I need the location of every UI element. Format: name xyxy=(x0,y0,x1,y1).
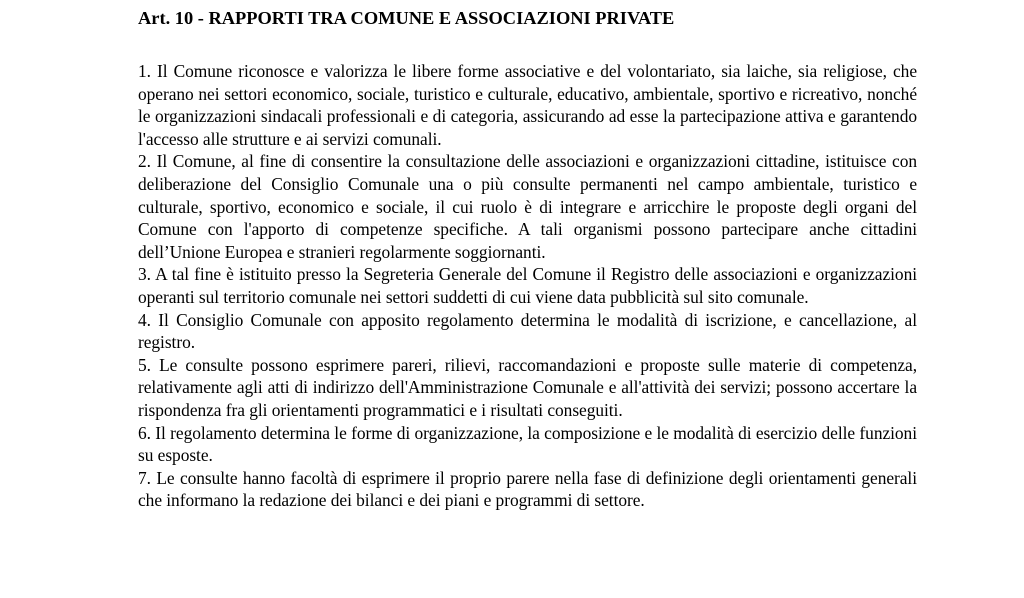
paragraph-1: 1. Il Comune riconosce e valorizza le libere forme associative e del volontariato, sia laiche, sia religiose, che operano nei settori economico, sociale, turistico e culturale, educativo, ambientale, sportivo e ricreativo, nonché le organizzazioni sindacali professionali e di categoria, assicurando ad esse la partecipazione attiva e garantendo l'accesso alle strutture e ai servizi comunali. xyxy=(138,61,917,149)
paragraph-7: 7. Le consulte hanno facoltà di esprimere il proprio parere nella fase di definizione degli orientamenti generali che informano la redazione dei bilanci e dei piani e programmi di settore. xyxy=(138,467,917,511)
paragraph-4: 4. Il Consiglio Comunale con apposito regolamento determina le modalità di iscrizione, e cancellazione, al registro. xyxy=(138,309,917,353)
paragraph-6: 6. Il regolamento determina le forme di organizzazione, la composizione e le modalità di esercizio delle funzioni su esposte. xyxy=(138,422,917,466)
document-page xyxy=(138,6,917,512)
paragraph-2: 2. Il Comune, al fine di consentire la consultazione delle associazioni e organizzazioni cittadine, istituisce con deliberazione del Consiglio Comunale una o più consulte permanenti nel campo ambientale, turistico e culturale, sportivo, economico e sociale, il cui ruolo è di integrare e arricchire le proposte degli organi del Comune con l'apporto di competenze specifiche. A tali organismi possono partecipare anche cittadini dell’Unione Europea e stranieri regolarmente soggiornanti. xyxy=(138,151,917,262)
paragraph-3: 3. A tal fine è istituito presso la Segreteria Generale del Comune il Registro delle associazioni e organizzazioni operanti sul territorio comunale nei settori suddetti di cui viene data pubblicità sul sito comunale. xyxy=(138,264,917,307)
title-spacer xyxy=(138,30,917,60)
article-title: Art. 10 - RAPPORTI TRA COMUNE E ASSOCIAZIONI PRIVATE xyxy=(138,8,675,28)
paragraph-5: 5. Le consulte possono esprimere pareri, rilievi, raccomandazioni e proposte sulle materie di competenza, relativamente agli atti di indirizzo dell'Amministrazione Comunale e all'attività dei servizi; possono accertare la rispondenza fra gli orientamenti programmatici e i risultati conseguiti. xyxy=(138,354,917,420)
